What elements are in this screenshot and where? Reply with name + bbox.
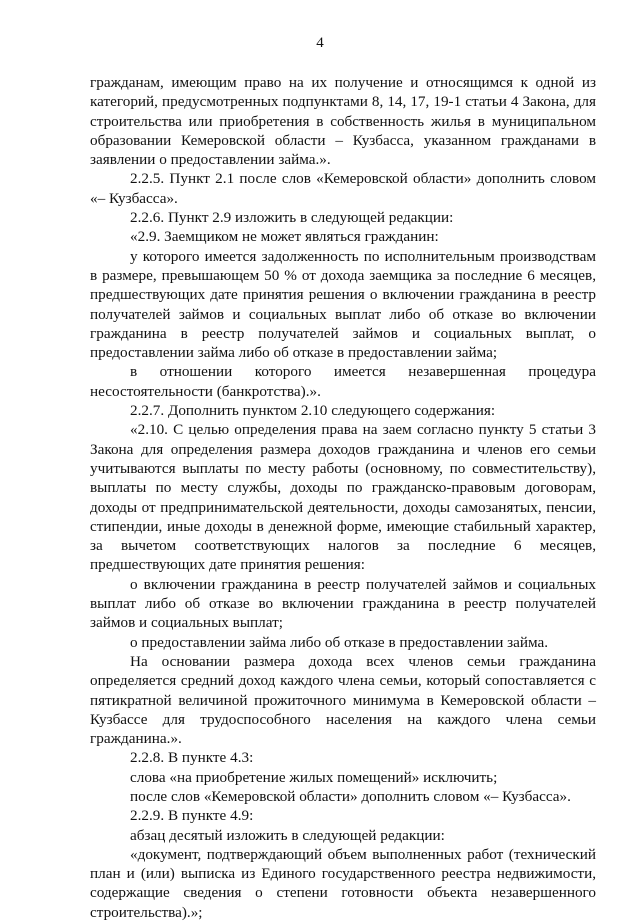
document-body xyxy=(90,73,596,922)
paragraph-4: «2.9. Заемщиком не может являться гражданин: xyxy=(130,228,439,246)
paragraph-16: абзац десятый изложить в следующей редакции: xyxy=(130,826,445,844)
paragraph-9: о включении гражданина в реестр получателей займов и социальных выплат либо об отказе во включении гражданина в реестр получателей займов и социальных выплат; xyxy=(90,575,596,632)
paragraph-13: слова «на приобретение жилых помещений» исключить; xyxy=(130,768,498,786)
paragraph-3: 2.2.6. Пункт 2.9 изложить в следующей редакции: xyxy=(130,209,454,227)
paragraph-14: после слов «Кемеровской области» дополнить словом «– Кузбасса». xyxy=(130,787,571,805)
paragraph-8: «2.10. С целью определения права на заем согласно пункту 5 статьи 3 Закона для определения размера доходов гражданина и членов его семьи учитываются выплаты по месту работы (основному, по совместительству), выплаты по месту службы, доходы по гражданско-правовым договорам, доходы от предпринимательской деятельности, доходы самозанятых, пенсии, стипендии, иные доходы в денежной форме, имеющие стабильный характер, за вычетом соответствующих налогов за последние 6 месяцев, предшествующих дате принятия решения: xyxy=(90,421,596,574)
paragraph-12: 2.2.8. В пункте 4.3: xyxy=(130,749,254,767)
paragraph-6: в отношении которого имеется незавершенная процедура несостоятельности (банкротства).». xyxy=(90,363,596,400)
paragraph-10: о предоставлении займа либо об отказе в предоставлении займа. xyxy=(130,633,549,651)
paragraph-2: 2.2.5. Пункт 2.1 после слов «Кемеровской области» дополнить словом «– Кузбасса». xyxy=(90,170,596,207)
paragraph-11: На основании размера дохода всех членов семьи гражданина определяется средний доход каждого члена семьи, который сопоставляется с пятикратной величиной прожиточного минимума в Кемеровской области – Кузбассе для трудоспособного населения на каждого члена семьи гражданина.». xyxy=(90,652,596,748)
paragraph-1: гражданам, имеющим право на их получение и относящимся к одной из категорий, предусмотренных подпунктами 8, 14, 17, 19-1 статьи 4 Закона, для строительства или приобретения в собственность жилья в муниципальном образовании Кемеровской области – Кузбасса, указанном гражданами в заявлении о предоставлении займа.». xyxy=(90,74,596,169)
paragraph-15: 2.2.9. В пункте 4.9: xyxy=(130,807,254,825)
page-number: 4 xyxy=(316,35,324,51)
paragraph-5: у которого имеется задолженность по исполнительным производствам в размере, превышающем 50 % от дохода заемщика за последние 6 месяцев, предшествующих дате принятия решения о включении гражданина в реестр получателей займов и социальных выплат либо об отказе во включении гражданина в реестр получателей займов и социальных выплат, о предоставлении займа либо об отказе в предоставлении займа; xyxy=(90,247,596,362)
paragraph-7: 2.2.7. Дополнить пунктом 2.10 следующего содержания: xyxy=(130,402,496,420)
paragraph-17: «документ, подтверждающий объем выполненных работ (технический план и (или) выписка из Единого государственного реестра недвижимости, содержащие сведения о степени готовности объекта незавершенного строительства).»; xyxy=(90,845,596,921)
